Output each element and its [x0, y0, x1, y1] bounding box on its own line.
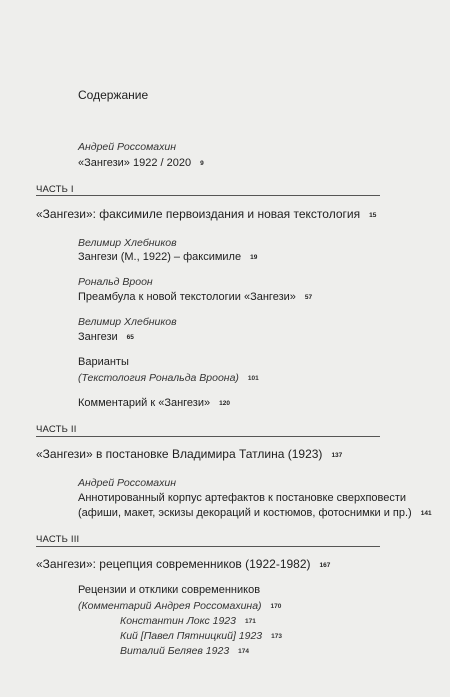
sub-entry — [120, 630, 282, 642]
intro-title: «Зангези» 1922 / 2020 — [78, 157, 192, 169]
toc-entry — [78, 251, 257, 263]
part-2-rule — [36, 436, 380, 437]
sub-entry-page-number: 174 — [238, 648, 250, 655]
toc-entry — [78, 397, 230, 409]
entry-title: Зангези — [78, 331, 118, 343]
contents-heading: Содержание — [78, 88, 149, 102]
entry-title-line-2: (афиши, макет, эскизы декораций и костюмов, фотоснимки и пр.) — [78, 507, 412, 519]
sub-entry-page-number: 173 — [271, 633, 283, 640]
entry-page-number: 57 — [304, 294, 313, 301]
part-3-label: ЧАСТЬ III — [36, 534, 80, 545]
entry-title: Зангези (М., 1922) – факсимиле — [78, 251, 242, 263]
entry-author: Велимир Хлебников — [78, 237, 177, 249]
sub-entry-page-number: 171 — [245, 618, 256, 625]
toc-entry-subtitle-line — [78, 600, 281, 612]
entry-page-number: 19 — [250, 254, 258, 261]
entry-title: Рецензии и отклики современников — [78, 584, 261, 596]
entry-title-line-1: Аннотированный корпус артефактов к постановке сверхповести — [78, 492, 407, 504]
part-2-heading — [36, 447, 342, 461]
part-3-rule — [36, 546, 380, 547]
part-3-title: «Зангези»: рецепция современников (1922-1982) — [36, 557, 311, 571]
toc-entry — [78, 331, 134, 343]
sub-entry — [120, 645, 249, 657]
entry-page-number: 65 — [126, 334, 134, 341]
entry-author: Рональд Вроон — [78, 276, 153, 288]
part-1-label: ЧАСТЬ I — [36, 184, 74, 195]
part-2-label: ЧАСТЬ II — [36, 424, 77, 435]
toc-entry — [78, 291, 312, 303]
part-1-page-number: 15 — [369, 212, 377, 219]
entry-page-number: 170 — [270, 603, 282, 610]
part-2-page-number: 137 — [331, 452, 343, 459]
intro-author: Андрей Россомахин — [78, 141, 176, 153]
sub-entry-title: Виталий Беляев 1923 — [120, 645, 230, 657]
entry-page-number: 120 — [219, 400, 230, 407]
entry-author: Велимир Хлебников — [78, 316, 177, 328]
entry-subtitle: (Комментарий Андрея Россомахина) — [78, 600, 262, 612]
part-1-heading — [36, 207, 376, 221]
sub-entry-title: Кий [Павел Пятницкий] 1923 — [120, 630, 263, 642]
part-1-title: «Зангези»: факсимиле первоиздания и новая текстология — [36, 207, 361, 221]
sub-entry-title: Константин Локс 1923 — [120, 615, 236, 627]
entry-title: Комментарий к «Зангези» — [78, 397, 211, 409]
part-1-rule — [36, 195, 380, 196]
sub-entry — [120, 615, 256, 627]
part-3-heading — [36, 557, 330, 571]
intro-entry — [78, 157, 204, 169]
entry-author: Андрей Россомахин — [78, 477, 176, 489]
toc-entry-subtitle-line — [78, 372, 259, 384]
entry-subtitle: (Текстология Рональда Вроона) — [78, 372, 239, 384]
entry-title: Варианты — [78, 356, 129, 368]
entry-title: Преамбула к новой текстологии «Зангези» — [78, 291, 296, 303]
intro-page-number: 9 — [200, 160, 204, 167]
entry-page-number: 101 — [247, 375, 259, 382]
entry-page-number: 141 — [420, 510, 432, 517]
part-2-title: «Зангези» в постановке Владимира Татлина (1923) — [36, 447, 323, 461]
toc-entry — [78, 507, 432, 519]
part-3-page-number: 167 — [319, 562, 331, 569]
